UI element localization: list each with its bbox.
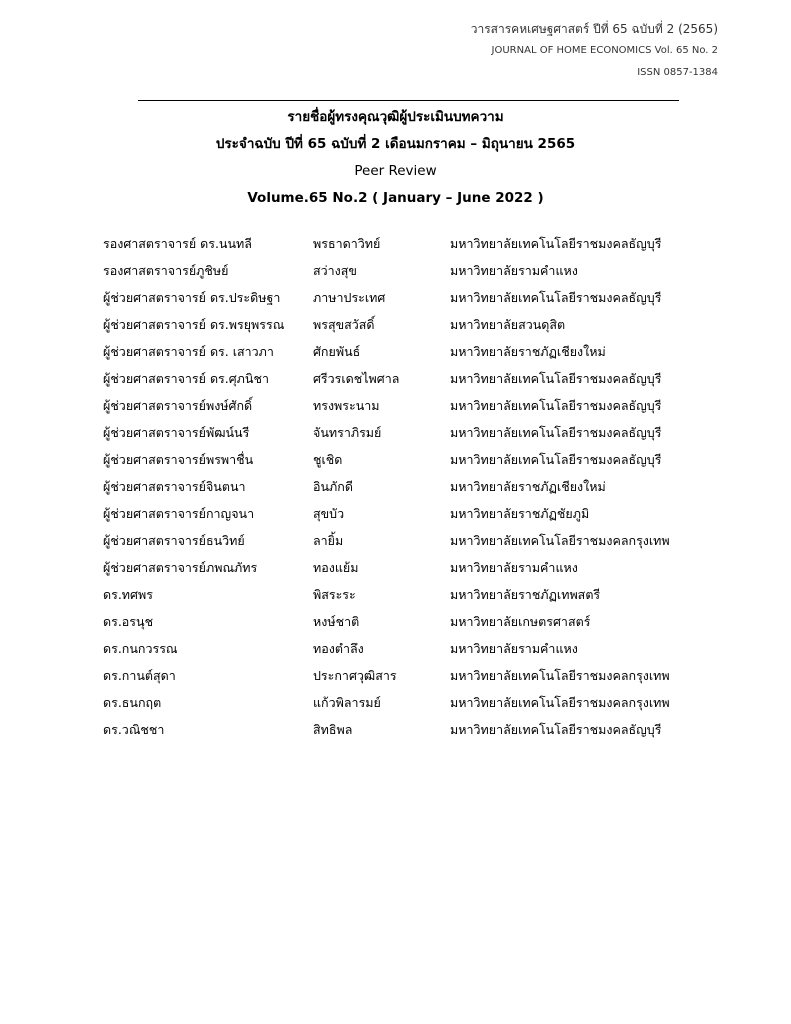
journal-header [471,18,718,84]
reviewer-surname: ภาษาประเทศ [313,290,386,305]
header-divider [138,100,679,101]
reviewer-affiliation: มหาวิทยาลัยราชภัฏเชียงใหม่ [450,344,606,359]
reviewer-title-name: ผู้ช่วยศาสตราจารย์ ดร.ประดิษฐา [103,290,281,305]
reviewer-surname: ศักยพันธ์ [313,344,361,359]
reviewer-title-name: รองศาสตราจารย์ ดร.นนทลี [103,236,252,251]
reviewer-surname: จันทราภิรมย์ [313,425,382,440]
reviewer-surname: อินภักดี [313,479,353,494]
reviewer-title-name: ดร.ทศพร [103,587,153,602]
reviewer-surname: พรสุขสวัสดิ์ [313,317,375,332]
reviewer-row [103,635,703,662]
reviewer-affiliation: มหาวิทยาลัยเทคโนโลยีราชมงคลธัญบุรี [450,425,662,440]
reviewer-surname: สว่างสุข [313,263,357,278]
reviewer-row [103,338,703,365]
reviewer-affiliation: มหาวิทยาลัยเทคโนโลยีราชมงคลกรุงเทพ [450,668,670,683]
journal-title-english: JOURNAL OF HOME ECONOMICS Vol. 65 No. 2 [491,45,718,56]
reviewer-title-name: ผู้ช่วยศาสตราจารย์พงษ์ศักดิ์ [103,398,253,413]
reviewer-row [103,500,703,527]
reviewer-title-name: ผู้ช่วยศาสตราจารย์จินตนา [103,479,246,494]
reviewer-title-name: ผู้ช่วยศาสตราจารย์พัฒน์นรี [103,425,250,440]
reviewer-affiliation: มหาวิทยาลัยเทคโนโลยีราชมงคลธัญบุรี [450,398,662,413]
reviewer-surname: พิสระระ [313,587,356,602]
reviewer-affiliation: มหาวิทยาลัยเทคโนโลยีราชมงคลธัญบุรี [450,236,662,251]
reviewer-title-name: ดร.กนกวรรณ [103,641,178,656]
reviewer-surname: ลายิ้ม [313,533,344,548]
reviewer-row [103,608,703,635]
reviewer-affiliation: มหาวิทยาลัยราชภัฏเชียงใหม่ [450,479,606,494]
reviewer-affiliation: มหาวิทยาลัยรามคำแหง [450,560,578,575]
reviewer-row [103,716,703,743]
reviewer-title-name: ผู้ช่วยศาสตราจารย์กาญจนา [103,506,255,521]
reviewer-title-name: ผู้ช่วยศาสตราจารย์ ดร.ศุภนิชา [103,371,269,386]
reviewer-surname: แก้วพิลารมย์ [313,695,381,710]
reviewer-surname: ทองตำลึง [313,641,364,656]
reviewer-row [103,257,703,284]
reviewer-title-name: ดร.วณิชชา [103,722,165,737]
reviewer-surname: ศรีวรเดชไพศาล [313,371,400,386]
reviewer-row [103,554,703,581]
reviewer-surname: ทองแย้ม [313,560,359,575]
reviewer-row [103,473,703,500]
reviewer-affiliation: มหาวิทยาลัยเทคโนโลยีราชมงคลธัญบุรี [450,722,662,737]
reviewer-row [103,365,703,392]
reviewer-title-name: ดร.ธนกฤต [103,695,162,710]
reviewer-list [103,230,703,743]
reviewer-affiliation: มหาวิทยาลัยเทคโนโลยีราชมงคลกรุงเทพ [450,695,670,710]
reviewer-row [103,419,703,446]
issn-number: ISSN 0857-1384 [637,67,718,78]
reviewer-title-name: ดร.กานต์สุดา [103,668,176,683]
page-title-english: Peer Review [354,163,437,179]
reviewer-title-name: ผู้ช่วยศาสตราจารย์ ดร. เสาวภา [103,344,274,359]
reviewer-affiliation: มหาวิทยาลัยเทคโนโลยีราชมงคลธัญบุรี [450,371,662,386]
reviewer-title-name: ผู้ช่วยศาสตราจารย์พรพาชื่น [103,452,254,467]
reviewer-title-name: ผู้ช่วยศาสตราจารย์ ดร.พรยุพรรณ [103,317,285,332]
reviewer-row [103,662,703,689]
reviewer-title-name: ผู้ช่วยศาสตราจารย์ธนวิทย์ [103,533,245,548]
issue-line-thai: ประจำฉบับ ปีที่ 65 ฉบับที่ 2 เดือนมกราคม – มิถุนายน 2565 [215,136,576,152]
reviewer-row [103,311,703,338]
reviewer-affiliation: มหาวิทยาลัยรามคำแหง [450,641,578,656]
reviewer-row [103,527,703,554]
reviewer-surname: ชูเชิด [313,452,343,467]
reviewer-affiliation: มหาวิทยาลัยเทคโนโลยีราชมงคลกรุงเทพ [450,533,670,548]
reviewer-title-name: ผู้ช่วยศาสตราจารย์ภพณภัทร [103,560,258,575]
reviewer-surname: ทรงพระนาม [313,398,380,413]
reviewer-row [103,581,703,608]
reviewer-row [103,689,703,716]
reviewer-row [103,284,703,311]
reviewer-title-name: รองศาสตราจารย์ภูชิษย์ [103,263,229,278]
page-title-thai: รายชื่อผู้ทรงคุณวุฒิผู้ประเมินบทความ [287,109,504,125]
reviewer-surname: ประกาศวุฒิสาร [313,668,397,683]
journal-title-thai: วารสารคหเศษฐศาสตร์ ปีที่ 65 ฉบับที่ 2 (2565) [470,22,718,36]
reviewer-row [103,446,703,473]
reviewer-row [103,392,703,419]
reviewer-surname: หงษ์ชาติ [313,614,360,629]
reviewer-affiliation: มหาวิทยาลัยราชภัฏชัยภูมิ [450,506,590,521]
reviewer-affiliation: มหาวิทยาลัยเทคโนโลยีราชมงคลธัญบุรี [450,452,662,467]
reviewer-surname: สิทธิพล [313,722,353,737]
reviewer-affiliation: มหาวิทยาลัยเทคโนโลยีราชมงคลธัญบุรี [450,290,662,305]
reviewer-surname: สุขบัว [313,506,345,521]
reviewer-affiliation: มหาวิทยาลัยรามคำแหง [450,263,578,278]
reviewer-surname: พรธาดาวิทย์ [313,236,381,251]
reviewer-title-name: ดร.อรนุช [103,614,154,629]
reviewer-affiliation: มหาวิทยาลัยสวนดุสิต [450,317,566,332]
reviewer-affiliation: มหาวิทยาลัยราชภัฏเทพสตรี [450,587,601,602]
reviewer-affiliation: มหาวิทยาลัยเกษตรศาสตร์ [450,614,591,629]
issue-line-english: Volume.65 No.2 ( January – June 2022 ) [247,190,544,206]
reviewer-row [103,230,703,257]
page-title-block [0,104,791,212]
